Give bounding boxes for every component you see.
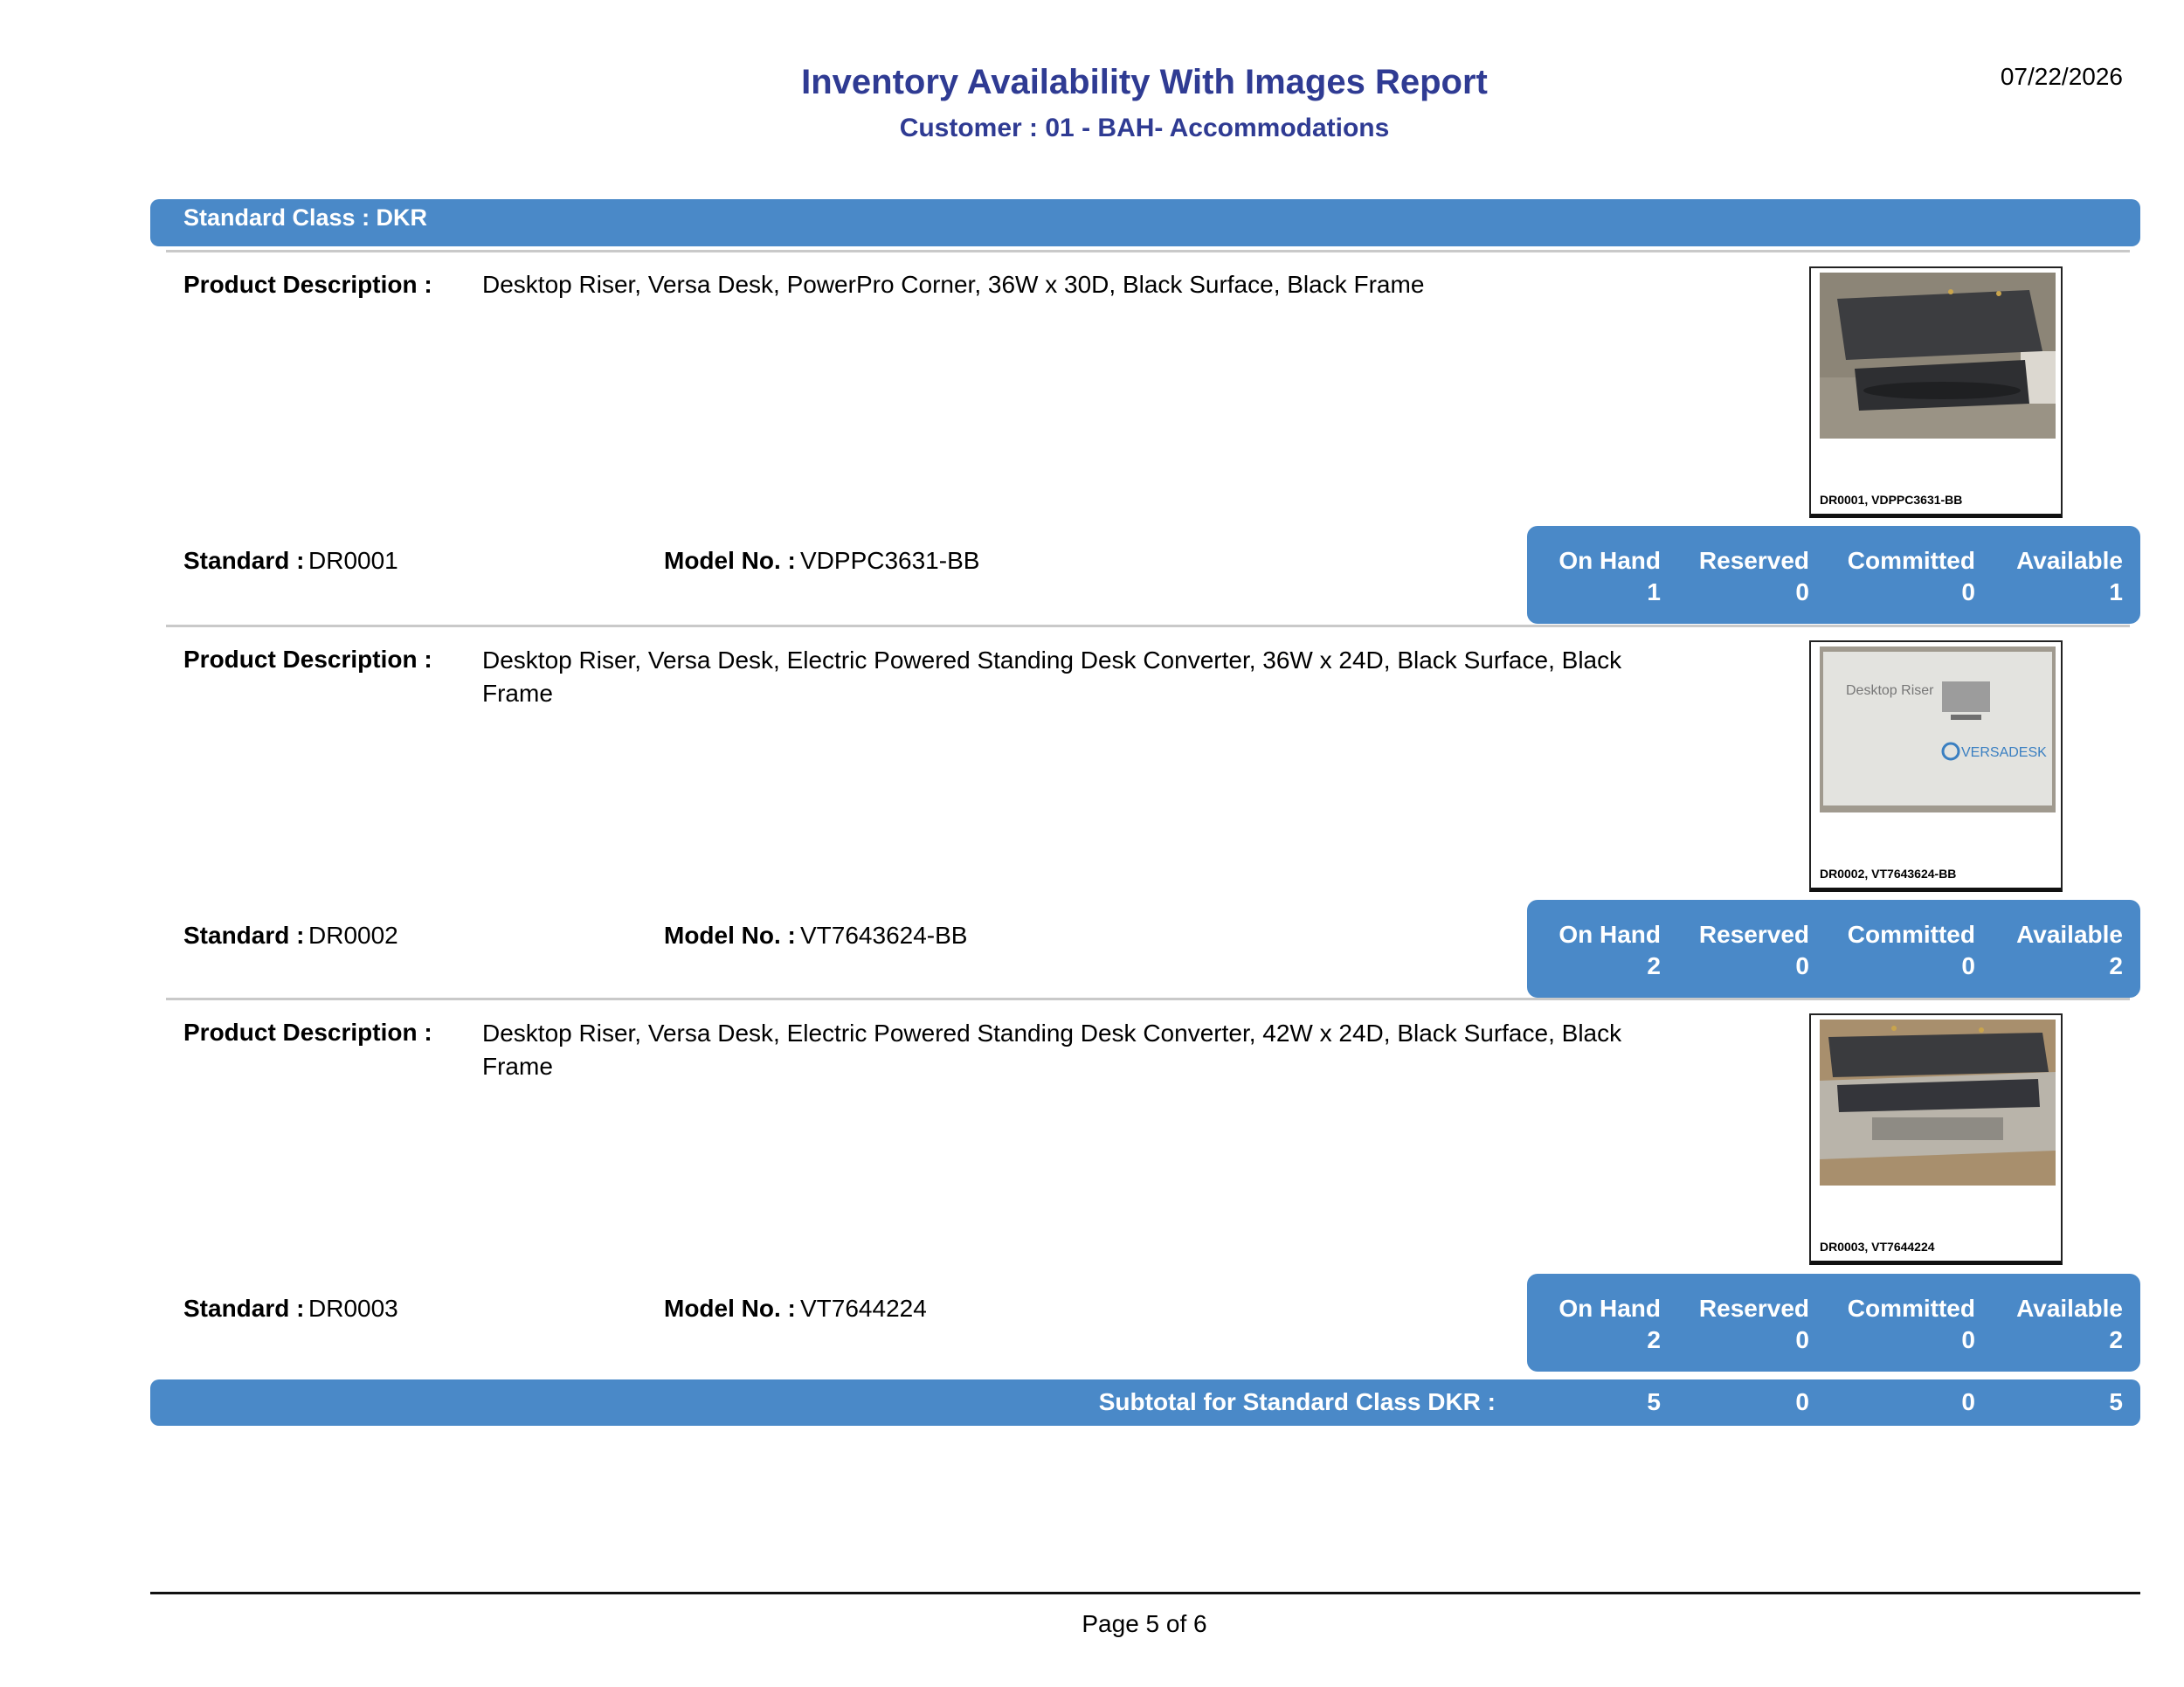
product-image — [1809, 640, 2063, 892]
standard-value: DR0003 — [308, 1295, 398, 1322]
reserved-header: Reserved — [1698, 1295, 1809, 1322]
item-separator — [166, 625, 2130, 627]
standard-label: Standard : — [183, 547, 305, 574]
committed-value: 0 — [1961, 952, 1975, 979]
subtotal-available: 5 — [2109, 1388, 2123, 1415]
reserved-column — [1699, 919, 1809, 982]
reserved-column — [1699, 1293, 1809, 1356]
committed-column — [1848, 919, 1975, 982]
quantity-panel — [1527, 526, 2140, 624]
report-title: Inventory Availability With Images Report — [801, 63, 1488, 101]
on-hand-header: On Hand — [1559, 1295, 1661, 1322]
reserved-header: Reserved — [1698, 921, 1809, 948]
subtotal-committed: 0 — [1961, 1388, 1975, 1415]
on-hand-value: 2 — [1647, 952, 1661, 979]
product-description-label: Product Description : — [183, 1019, 432, 1046]
on-hand-header: On Hand — [1559, 921, 1661, 948]
product-box-photo — [1820, 646, 2056, 812]
committed-column — [1848, 1293, 1975, 1356]
committed-header: Committed — [1847, 921, 1975, 948]
available-column — [2016, 545, 2123, 608]
available-value: 2 — [2109, 952, 2123, 979]
standard-value: DR0001 — [308, 547, 398, 574]
on-hand-header: On Hand — [1559, 547, 1661, 574]
product-image-caption: DR0002, VT7643624-BB — [1820, 867, 1957, 881]
on-hand-column — [1559, 919, 1661, 982]
subtotal-bar — [150, 1379, 2140, 1426]
model-value: VT7644224 — [800, 1295, 927, 1322]
product-description: Desktop Riser, Versa Desk, Electric Powered Standing Desk Converter, 42W x 24D, Black Surface, Black Frame — [482, 1020, 1622, 1080]
model-label: Model No. : — [664, 547, 796, 574]
available-column — [2016, 1293, 2123, 1356]
reserved-column — [1699, 545, 1809, 608]
on-hand-value: 2 — [1647, 1326, 1661, 1353]
report-subtitle: Customer : 01 - BAH- Accommodations — [899, 114, 1390, 142]
standard-value: DR0002 — [308, 922, 398, 949]
committed-header: Committed — [1847, 1295, 1975, 1322]
available-value: 2 — [2109, 1326, 2123, 1353]
product-image — [1809, 266, 2063, 518]
committed-column — [1848, 545, 1975, 608]
reserved-value: 0 — [1795, 578, 1809, 605]
available-header: Available — [2016, 547, 2123, 574]
box-brand-text: VERSADESK — [1961, 745, 2047, 760]
standard-label: Standard : — [183, 922, 305, 949]
product-description-label: Product Description : — [183, 646, 432, 673]
box-label-text: Desktop Riser — [1846, 683, 1934, 698]
model-value: VDPPC3631-BB — [800, 547, 980, 574]
available-value: 1 — [2109, 578, 2123, 605]
available-column — [2016, 919, 2123, 982]
class-header-bar — [150, 199, 2140, 246]
available-header: Available — [2016, 921, 2123, 948]
model-value: VT7643624-BB — [800, 922, 968, 949]
subtotal-reserved: 0 — [1795, 1388, 1809, 1415]
model-label: Model No. : — [664, 1295, 796, 1322]
desk-riser-photo — [1820, 273, 2056, 439]
product-description: Desktop Riser, Versa Desk, PowerPro Corner, 36W x 30D, Black Surface, Black Frame — [482, 271, 1425, 298]
committed-value: 0 — [1961, 578, 1975, 605]
reserved-value: 0 — [1795, 1326, 1809, 1353]
product-description: Desktop Riser, Versa Desk, Electric Powered Standing Desk Converter, 36W x 24D, Black Surface, Black Frame — [482, 646, 1622, 707]
on-hand-column — [1559, 545, 1661, 608]
page-number: Page 5 of 6 — [1082, 1610, 1207, 1637]
subtotal-label: Subtotal for Standard Class DKR : — [1098, 1388, 1496, 1415]
committed-value: 0 — [1961, 1326, 1975, 1353]
report-date: 07/22/2026 — [2000, 63, 2123, 90]
on-hand-value: 1 — [1647, 578, 1661, 605]
item-separator — [166, 998, 2130, 1000]
product-description-label: Product Description : — [183, 271, 432, 298]
committed-header: Committed — [1847, 547, 1975, 574]
product-image-caption: DR0003, VT7644224 — [1820, 1240, 1935, 1254]
class-header-label: Standard Class : DKR — [183, 204, 428, 231]
desk-converter-photo — [1820, 1020, 2056, 1186]
subtotal-on-hand: 5 — [1647, 1388, 1661, 1415]
quantity-panel — [1527, 1274, 2140, 1372]
model-label: Model No. : — [664, 922, 796, 949]
reserved-value: 0 — [1795, 952, 1809, 979]
item-separator — [166, 250, 2130, 252]
product-image-caption: DR0001, VDPPC3631-BB — [1820, 493, 1963, 507]
available-header: Available — [2016, 1295, 2123, 1322]
quantity-panel — [1527, 900, 2140, 998]
standard-label: Standard : — [183, 1295, 305, 1322]
product-image — [1809, 1013, 2063, 1265]
reserved-header: Reserved — [1698, 547, 1809, 574]
on-hand-column — [1559, 1293, 1661, 1356]
footer-divider — [150, 1592, 2140, 1594]
